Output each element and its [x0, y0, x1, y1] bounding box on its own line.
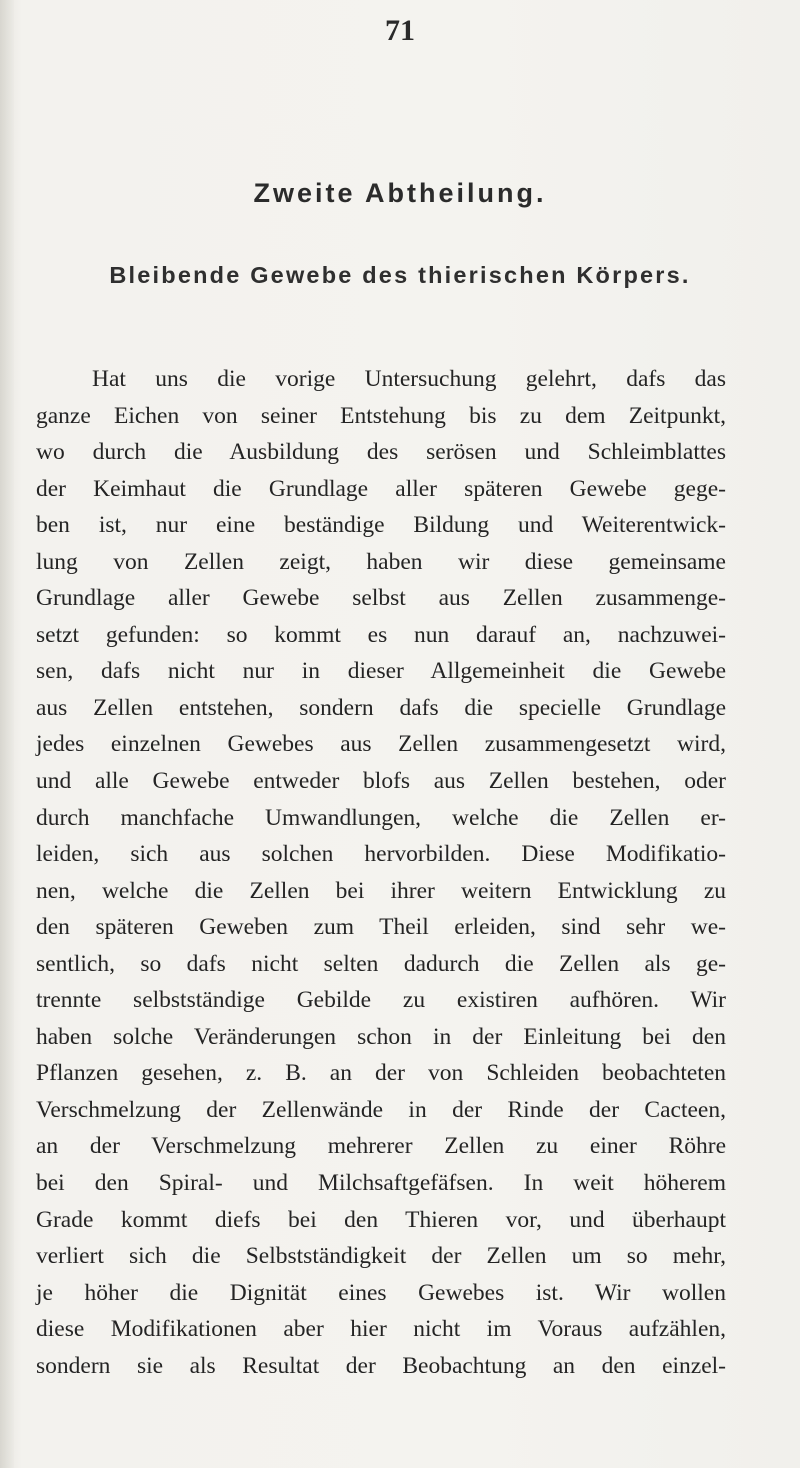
text-line: aus Zellen entstehen, sondern dafs die specielle Grundlage: [36, 694, 726, 721]
page-spine-shadow: [0, 0, 14, 1468]
text-line: setzt gefunden: so kommt es nun darauf an, nachzuwei-: [36, 621, 726, 648]
text-line: sen, dafs nicht nur in dieser Allgemeinheit die Gewebe: [36, 658, 726, 685]
text-line: Grundlage aller Gewebe selbst aus Zellen zusammenge-: [36, 585, 726, 612]
text-line: trennte selbstständige Gebilde zu existiren aufhören. Wir: [36, 987, 726, 1014]
text-line: je höher die Dignität eines Gewebes ist. Wir wollen: [36, 1279, 726, 1306]
text-line: nen, welche die Zellen bei ihrer weitern Entwicklung zu: [36, 877, 726, 904]
text-line: sentlich, so dafs nicht selten dadurch die Zellen als ge-: [36, 950, 726, 977]
text-line: wo durch die Ausbildung des serösen und Schleimblattes: [36, 439, 726, 466]
text-line: haben solche Veränderungen schon in der Einleitung bei den: [36, 1023, 726, 1050]
text-line: bei den Spiral- und Milchsaftgefäfsen. In weit höherem: [36, 1170, 726, 1197]
text-line: lung von Zellen zeigt, haben wir diese gemeinsame: [36, 548, 726, 575]
text-line: sondern sie als Resultat der Beobachtung an den einzel-: [36, 1352, 726, 1379]
section-subtitle: Bleibende Gewebe des thierischen Körpers.: [109, 262, 691, 288]
body-paragraph: [36, 361, 726, 1384]
text-line: verliert sich die Selbstständigkeit der Zellen um so mehr,: [36, 1243, 726, 1270]
text-line: und alle Gewebe entweder blofs aus Zellen bestehen, oder: [36, 768, 726, 795]
text-line: Hat uns die vorige Untersuchung gelehrt, dafs das: [92, 366, 726, 392]
text-line: leiden, sich aus solchen hervorbilden. Diese Modifikatio-: [36, 841, 726, 868]
page-number: 71: [385, 14, 415, 47]
text-line: ganze Eichen von seiner Entstehung bis zu dem Zeitpunkt,: [36, 402, 726, 429]
section-title: Zweite Abtheilung.: [253, 178, 547, 208]
text-line: diese Modifikationen aber hier nicht im Voraus aufzählen,: [36, 1316, 726, 1343]
text-line: jedes einzelnen Gewebes aus Zellen zusammengesetzt wird,: [36, 731, 726, 758]
text-line: Pflanzen gesehen, z. B. an der von Schleiden beobachteten: [36, 1060, 726, 1087]
text-line: den späteren Geweben zum Theil erleiden, sind sehr we-: [36, 914, 726, 941]
text-line: ben ist, nur eine beständige Bildung und Weiterentwick-: [36, 512, 726, 539]
text-line: Grade kommt diefs bei den Thieren vor, und überhaupt: [36, 1206, 726, 1233]
text-line: Verschmelzung der Zellenwände in der Rinde der Cacteen,: [36, 1096, 726, 1123]
text-line: durch manchfache Umwandlungen, welche die Zellen er-: [36, 804, 726, 831]
text-line: der Keimhaut die Grundlage aller späteren Gewebe gege-: [36, 475, 726, 502]
text-line: an der Verschmelzung mehrerer Zellen zu einer Röhre: [36, 1133, 726, 1160]
